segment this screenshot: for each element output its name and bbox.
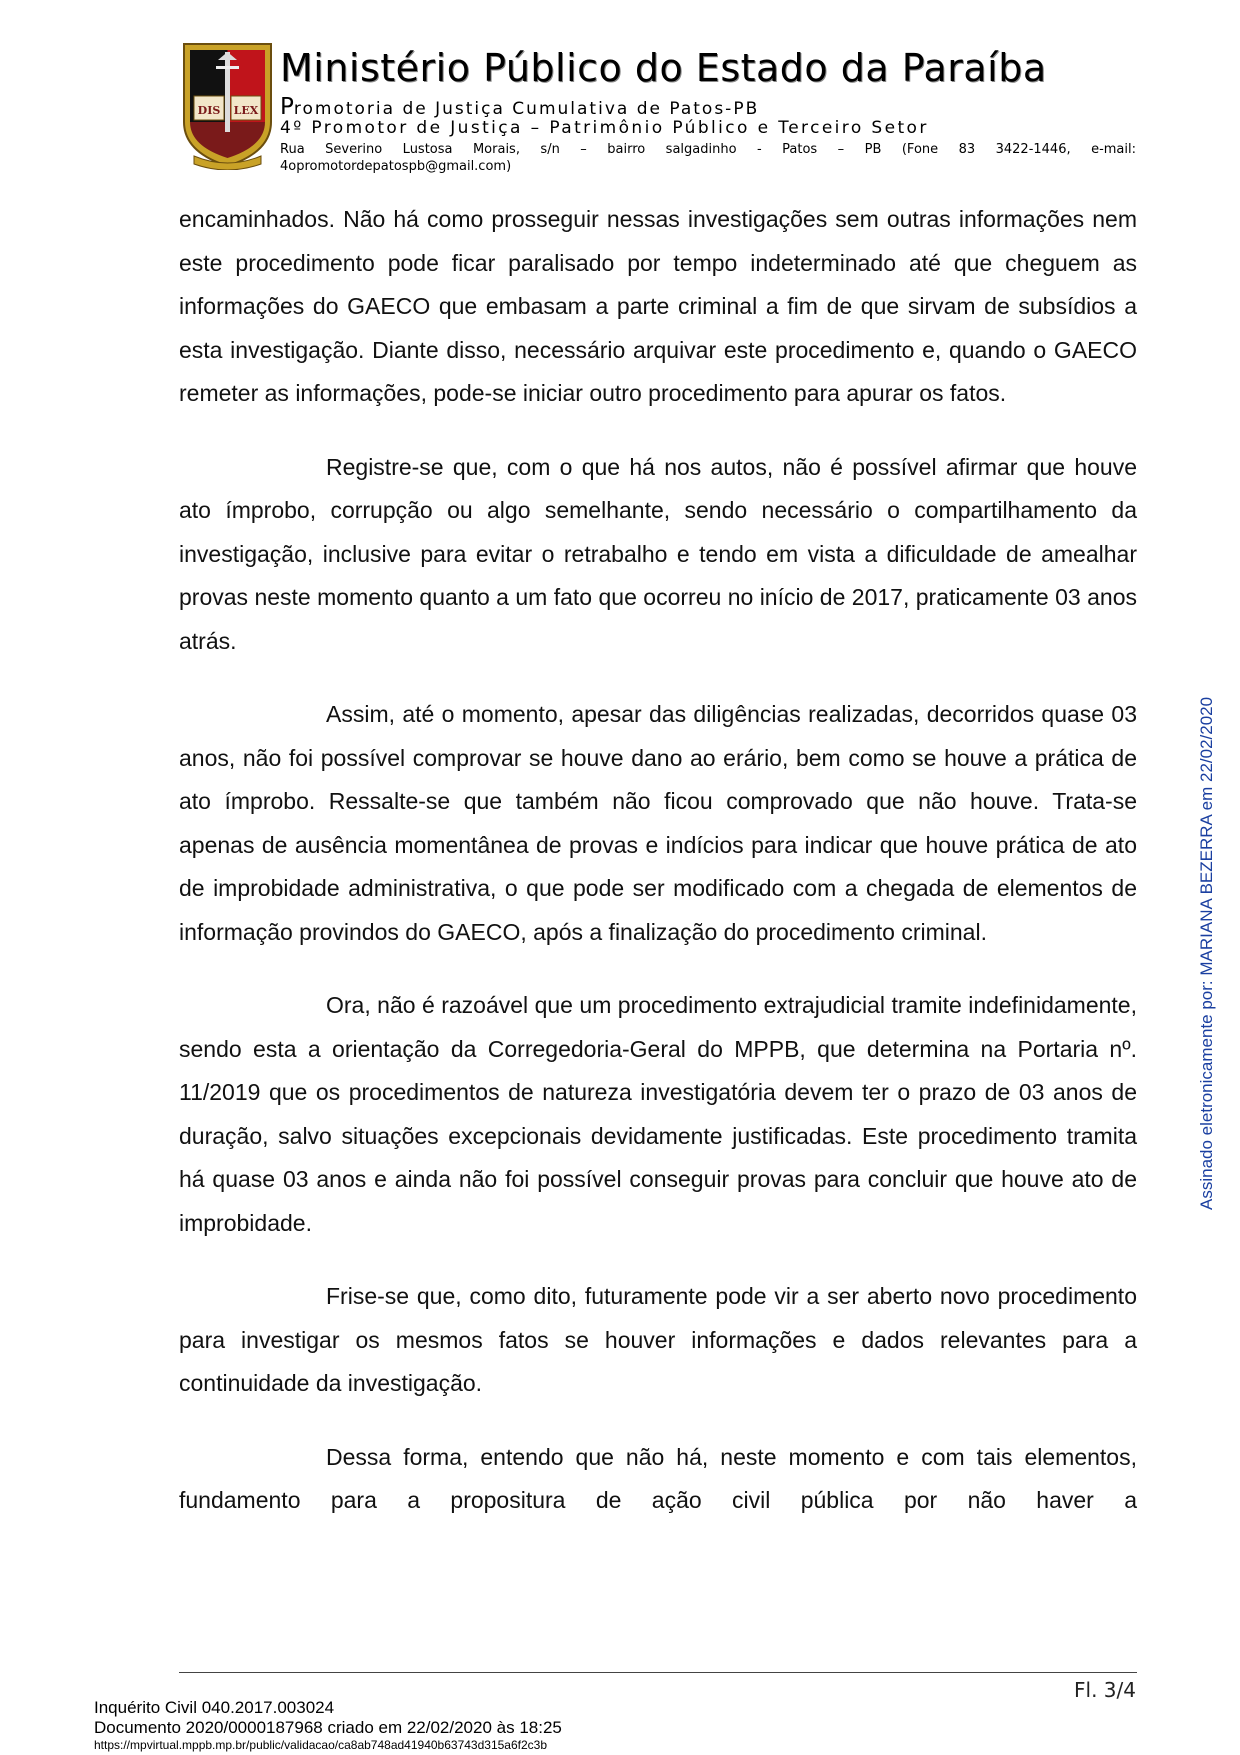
electronic-signature-stamp: Assinado eletronicamente por: MARIANA BEZERRA em 22/02/2020	[1197, 696, 1216, 1210]
validation-url[interactable]: https://mpvirtual.mppb.mp.br/public/validacao/ca8ab748ad41940b63743d315a6f2c3b	[94, 1738, 547, 1752]
coat-of-arms-logo	[180, 40, 275, 170]
paragraph: Registre-se que, com o que há nos autos, não é possível afirmar que houve ato ímprobo, corrupção ou algo semelhante, sendo necessário o compartilhamento da investigação, inclusive para evitar o retrabalho e tendo em vista a dificuldade de amealhar provas neste momento quanto a um fato que ocorreu no início de 2017, praticamente 03 anos atrás.	[179, 453, 1137, 654]
promotor-subtitle: 4º Promotor de Justiça – Patrimônio Público e Terceiro Setor	[280, 118, 929, 138]
paragraph: Assim, até o momento, apesar das diligências realizadas, decorridos quase 03 anos, não foi possível comprovar se houve dano ao erário, bem como se houve a prática de ato ímprobo. Ressalte-se que também não ficou comprovado que não houve. Trata-se apenas de ausência momentânea de provas e indícios para indicar que houve prática de ato de improbidade administrativa, o que pode ser modificado com a chegada de elementos de informação provindos do GAECO, após a finalização do procedimento criminal.	[179, 701, 1137, 945]
paragraph: Frise-se que, como dito, futuramente pode vir a ser aberto novo procedimento para investigar os mesmos fatos se houver informações e dados relevantes para a continuidade da investigação.	[179, 1283, 1137, 1396]
svg-text:LEX: LEX	[233, 104, 259, 117]
inquerito-reference: Inquérito Civil 040.2017.003024	[94, 1698, 335, 1717]
email-line: 4opromotordepatospb@gmail.com)	[280, 159, 512, 174]
subtitle-initial: P	[280, 94, 294, 120]
svg-text:DIS: DIS	[197, 104, 221, 117]
page-number: Fl. 3/4	[1074, 1678, 1136, 1702]
address-line: Rua Severino Lustosa Morais, s/n – bairro salgadinho - Patos – PB (Fone 83 3422-1446, e-mail:	[280, 142, 1136, 157]
footer-divider	[179, 1672, 1137, 1673]
subtitle-rest: romotoria de Justiça Cumulativa de Patos-PB	[293, 99, 760, 119]
paragraph: Dessa forma, entendo que não há, neste momento e com tais elementos, fundamento para a propositura de ação civil pública por não haver a	[179, 1443, 1137, 1513]
promotoria-subtitle	[280, 94, 759, 120]
paragraph: encaminhados. Não há como prosseguir nessas investigações sem outras informações nem este procedimento pode ficar paralisado por tempo indeterminado até que cheguem as informações do GAECO que embasam a parte criminal a fim de que sirvam de subsídios a esta investigação. Diante disso, necessário arquivar este procedimento e, quando o GAECO remeter as informações, pode-se iniciar outro procedimento para apurar os fatos.	[179, 206, 1137, 406]
document-body	[179, 198, 1137, 1523]
institution-title: Ministério Público do Estado da Paraíba	[280, 46, 1047, 90]
document-reference: Documento 2020/0000187968 criado em 22/02/2020 às 18:25	[94, 1718, 562, 1737]
letterhead	[180, 40, 1140, 180]
paragraph: Ora, não é razoável que um procedimento extrajudicial tramite indefinidamente, sendo esta a orientação da Corregedoria-Geral do MPPB, que determina na Portaria nº. 11/2019 que os procedimentos de natureza investigatória devem ter o prazo de 03 anos de duração, salvo situações excepcionais devidamente justificadas. Este procedimento tramita há quase 03 anos e ainda não foi possível conseguir provas para concluir que houve ato de improbidade.	[179, 992, 1137, 1236]
